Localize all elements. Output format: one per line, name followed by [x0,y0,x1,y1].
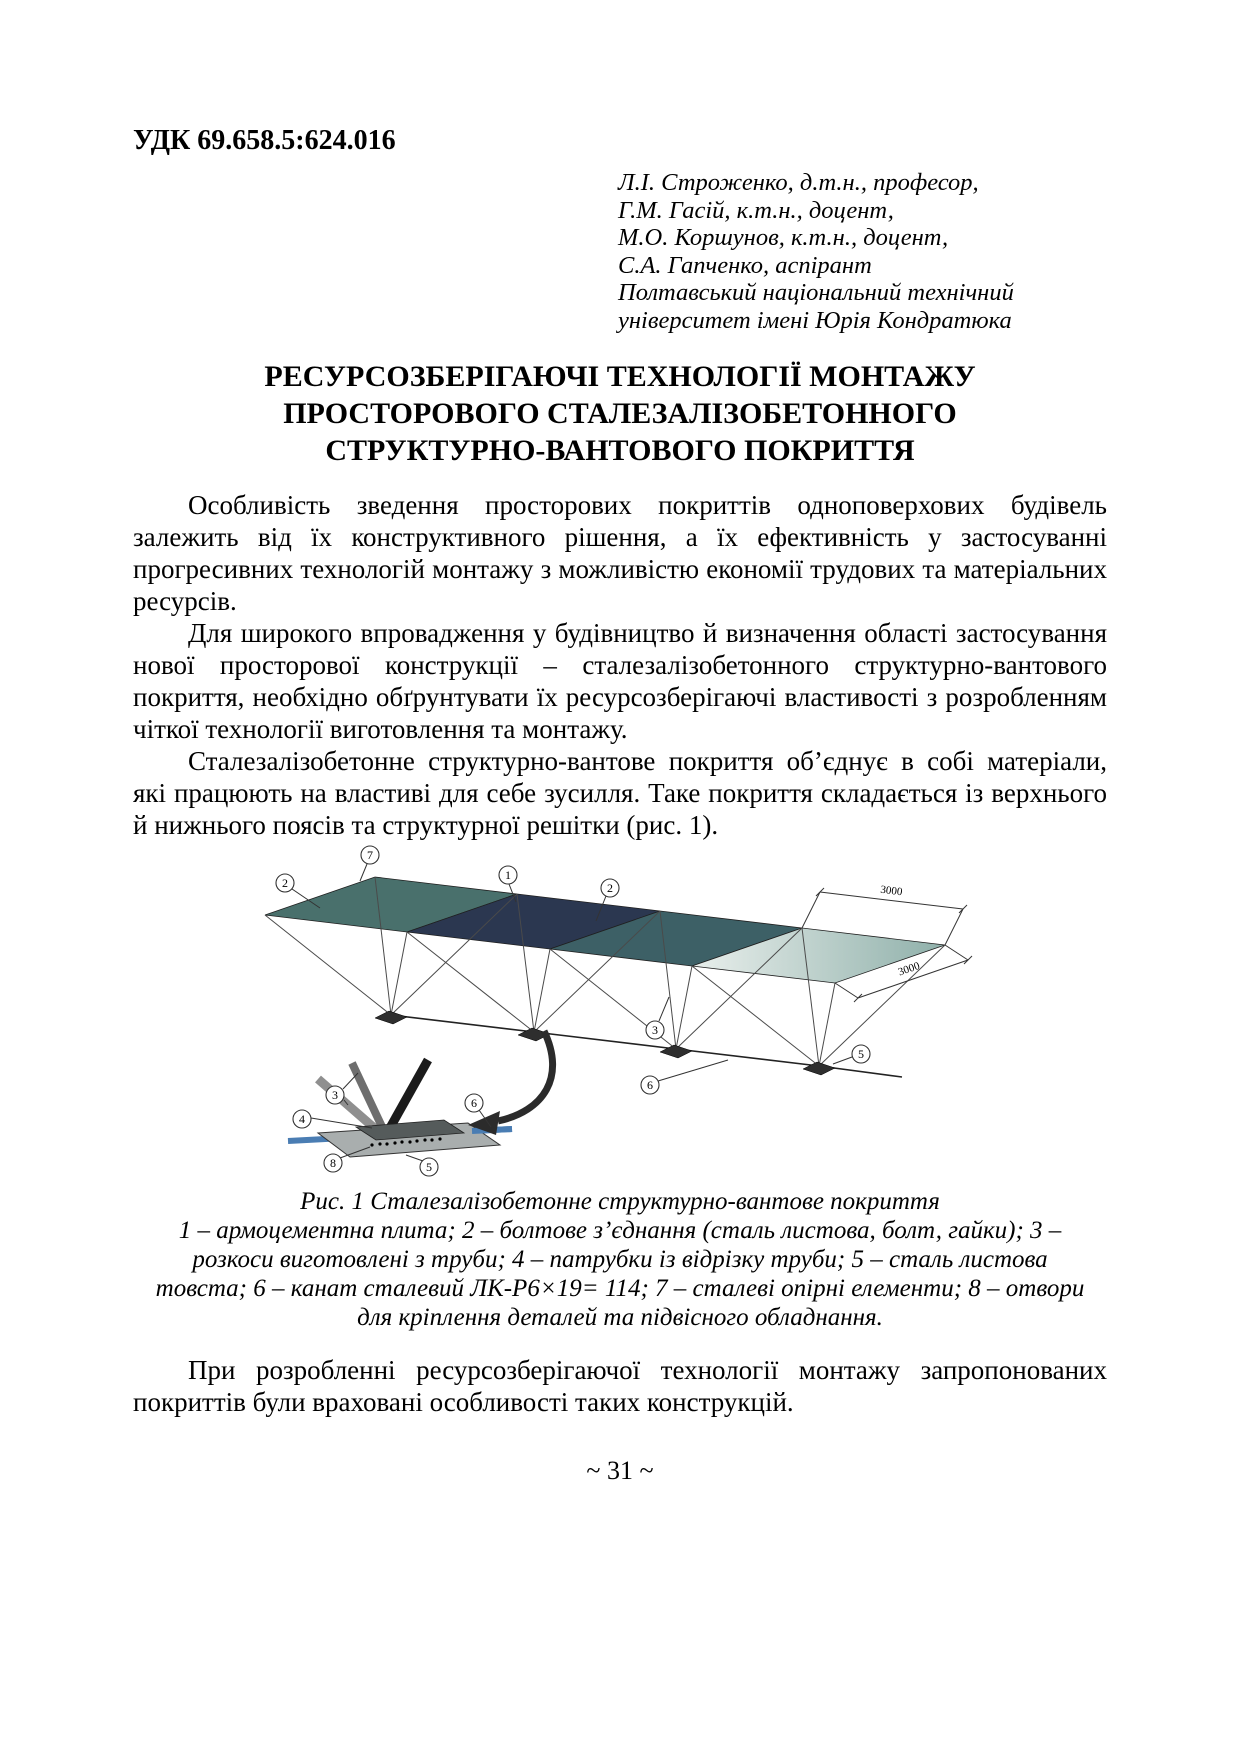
author-line: Г.М. Гасій, к.т.н., доцент, [618,196,894,224]
svg-text:4: 4 [299,1112,305,1126]
author-line: Л.І. Строженко, д.т.н., професор, [618,169,979,196]
structural-diagram [260,845,980,1185]
figure-caption [133,1187,1107,1332]
title-line: РЕСУРСОЗБЕРІГАЮЧІ ТЕХНОЛОГІЇ МОНТАЖУ [264,360,976,393]
svg-text:8: 8 [330,1156,336,1170]
paragraph: Особливість зведення просторових покриттів одноповерхових будівель залежить від їх конструктивного рішення, а їх ефективність у застосуванні прогресивних технологій монтажу з можливістю економії трудових та матеріальних ресурсів. [133,490,1107,616]
udc-code: УДК 69.658.5:624.016 [133,125,396,156]
paragraph: Сталезалізобетонне структурно-вантове покриття об’єднує в собі матеріали, які працюють на властиві для себе зусилля. Таке покриття складається із верхнього й нижнього поясів та структурної решітки (рис. 1). [133,746,1107,840]
figure-caption-title: Рис. 1 Сталезалізобетонне структурно-вантове покриття [300,1188,940,1215]
svg-text:6: 6 [471,1096,477,1110]
affiliation-line: університет імені Юрія Кондратюка [618,306,1012,334]
title-line: СТРУКТУРНО-ВАНТОВОГО ПОКРИТТЯ [325,434,915,467]
affiliation-line: Полтавський національний технічний [618,279,1014,306]
author-line: С.А. Гапченко, аспірант [618,251,872,279]
svg-text:5: 5 [426,1160,432,1174]
svg-text:3: 3 [652,1023,658,1037]
svg-text:1: 1 [505,868,511,882]
support-plate [375,1011,407,1024]
detail-arrow [468,1031,553,1135]
callout-3 [646,997,669,1039]
svg-text:2: 2 [607,881,613,895]
article-title [133,358,1107,469]
page-number: ~ 31 ~ [586,1456,654,1485]
svg-text:5: 5 [858,1047,864,1061]
svg-text:3: 3 [332,1088,338,1102]
article-body [133,489,1107,841]
title-line: ПРОСТОРОВОГО СТАЛЕЗАЛІЗОБЕТОННОГО [283,397,957,430]
svg-text:2: 2 [282,876,288,890]
callout-detail-5 [406,1155,438,1176]
figure-1 [133,845,1107,1332]
closing-paragraph: При розробленні ресурсозберігаючої технології монтажу запропонованих покриттів були враховані особливості таких конструкцій. [133,1355,1107,1417]
dimension-label: 3000 [896,959,922,979]
author-block [618,169,1107,334]
author-line: М.О. Коршунов, к.т.н., доцент, [618,224,949,251]
dimension-label: 3000 [879,883,904,899]
callout-6 [641,1060,728,1094]
callout-detail-3 [326,1073,358,1105]
paragraph: Для широкого впровадження у будівництво й визначення області застосування нової просторової конструкції – сталезалізобетонного структурно-вантового покриття, необхідно обґрунтувати їх ресурсозберігаючі властивості з розробленням чіткої технології виготовлення та монтажу. [133,618,1107,744]
callout-7 [360,846,379,881]
svg-text:6: 6 [647,1078,653,1092]
figure-caption-legend: 1 – армоцементна плита; 2 – болтове з’єднання (сталь листова, болт, гайки); 3 – розкоси виготовлені з труби; 4 – патрубки із відрізку труби; 5 – сталь листова товста; 6 – канат сталевий ЛК-Р6×19= 114; 7 – сталеві опірні елементи; 8 – отвори для кріплення деталей та підвісного обладнання. [155,1217,1085,1331]
svg-text:7: 7 [367,848,373,862]
